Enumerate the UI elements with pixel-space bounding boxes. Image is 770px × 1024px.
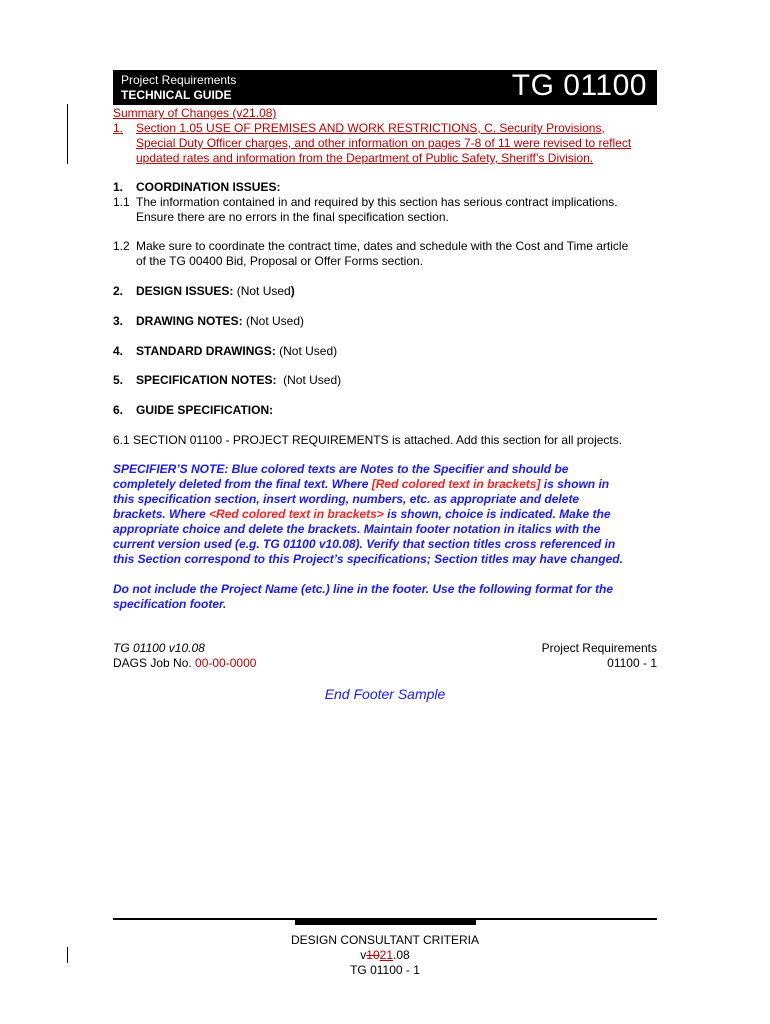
footer-version-prefix: v (360, 948, 367, 962)
specifier-note-line6: current version used (e.g. TG 01100 v10.08). Verify that section titles cross referenced in (113, 537, 616, 551)
section-1-number: 1. (113, 180, 124, 194)
footer-sample-section-title: Project Requirements (541, 641, 657, 655)
section-5-note: (Not Used) (283, 373, 342, 387)
specifier-note-line2 (113, 477, 609, 492)
specifier-note-red-angle: <Red colored text in brackets> (209, 507, 384, 521)
summary-item-line1: Section 1.05 USE OF PREMISES AND WORK RESTRICTIONS, C. Security Provisions, (136, 121, 605, 135)
section-6-title: GUIDE SPECIFICATION: (136, 403, 274, 417)
specifier-note-line1: SPECIFIER’S NOTE: Blue colored texts are Notes to the Specifier and should be (113, 462, 569, 476)
specifier-note-line4-b: is shown, choice is indicated. Make the (383, 507, 611, 521)
section-3-note: (Not Used) (246, 314, 305, 328)
section-4-heading (113, 344, 337, 359)
summary-heading: Summary of Changes (v21.08) (113, 106, 277, 120)
section-2-title: DESIGN ISSUES: (136, 284, 234, 298)
section-6-heading (113, 403, 273, 418)
section-6-1-text: 6.1 SECTION 01100 - PROJECT REQUIREMENTS is attached. Add this section for all projects. (113, 433, 623, 447)
section-2-number: 2. (113, 284, 124, 298)
header-title: TECHNICAL GUIDE (121, 88, 232, 102)
section-4-note: (Not Used) (279, 344, 338, 358)
header-code: TG 01100 (511, 69, 647, 102)
document-header (113, 70, 657, 105)
specifier-note-line2-a: completely deleted from the final text. Where (113, 477, 372, 491)
specifier-note-line2-b: is shown in (540, 477, 610, 491)
footer-version-inserted: 21 (379, 948, 394, 962)
summary-item-line2: Special Duty Officer charges, and other information on pages 7-8 of 11 were revised to reflect (136, 136, 632, 150)
section-3-number: 3. (113, 314, 124, 328)
footer-version-deleted: 10 (366, 948, 380, 962)
section-5-number: 5. (113, 373, 124, 387)
section-1-title: COORDINATION ISSUES: (136, 180, 281, 194)
section-1-1-number: 1.1 (113, 195, 130, 209)
section-1-2-number: 1.2 (113, 239, 130, 253)
section-1-1-line1: The information contained in and required by this section has serious contract implications. (136, 195, 618, 209)
footer-version-suffix: .08 (393, 948, 410, 962)
specifier-note-line9: specification footer. (113, 597, 227, 611)
footer-page-number: TG 01100 - 1 (350, 963, 420, 977)
specifier-note-line7: this Section correspond to this Project’s specifications; Section titles may have changed. (113, 552, 623, 566)
section-5-heading (113, 373, 341, 388)
footer-sample-job-value: 00-00-0000 (195, 656, 257, 670)
footer-version (113, 948, 657, 962)
section-1-1-line2: Ensure there are no errors in the final specification section. (136, 210, 449, 224)
section-1-heading (113, 180, 280, 195)
section-2-heading (113, 284, 295, 299)
section-3-title: DRAWING NOTES: (136, 314, 243, 328)
section-2-note: (Not Used (236, 284, 291, 298)
change-bar-top (67, 104, 68, 164)
specifier-note-line4-a: brackets. Where (113, 507, 210, 521)
specifier-note-line4 (113, 507, 611, 522)
footer-rule-block (295, 919, 476, 925)
section-4-title: STANDARD DRAWINGS: (136, 344, 276, 358)
specifier-note-line3: this specification section, insert wording, numbers, etc. as appropriate and delete (113, 492, 580, 506)
section-1-2-line2: of the TG 00400 Bid, Proposal or Offer Forms section. (136, 254, 424, 268)
section-1-2-line1: Make sure to coordinate the contract time, dates and schedule with the Cost and Time article (136, 239, 629, 253)
specifier-note-line5: appropriate choice and delete the brackets. Maintain footer notation in italics with the (113, 522, 601, 536)
footer-sample-job (113, 656, 256, 671)
section-5-title: SPECIFICATION NOTES: (136, 373, 277, 387)
footer-sample-job-label: DAGS Job No. (113, 656, 196, 670)
header-subtitle: Project Requirements (121, 73, 237, 87)
specifier-note-line8: Do not include the Project Name (etc.) line in the footer. Use the following format for the (113, 582, 614, 596)
summary-item-line3: updated rates and information from the Department of Public Safety, Sheriff’s Division. (136, 151, 594, 165)
footer-sample-end: End Footer Sample (324, 686, 446, 702)
footer-criteria: DESIGN CONSULTANT CRITERIA (290, 933, 480, 947)
section-6-number: 6. (113, 403, 124, 417)
section-2-note-close: ) (290, 284, 295, 298)
section-3-heading (113, 314, 304, 329)
change-bar-bottom (67, 947, 68, 963)
specifier-note-red-brackets: [Red colored text in brackets] (371, 477, 541, 491)
summary-item-number: 1. (113, 121, 124, 135)
section-4-number: 4. (113, 344, 124, 358)
footer-sample-page: 01100 - 1 (607, 656, 657, 670)
footer-sample-version: TG 01100 v10.08 (113, 641, 205, 655)
